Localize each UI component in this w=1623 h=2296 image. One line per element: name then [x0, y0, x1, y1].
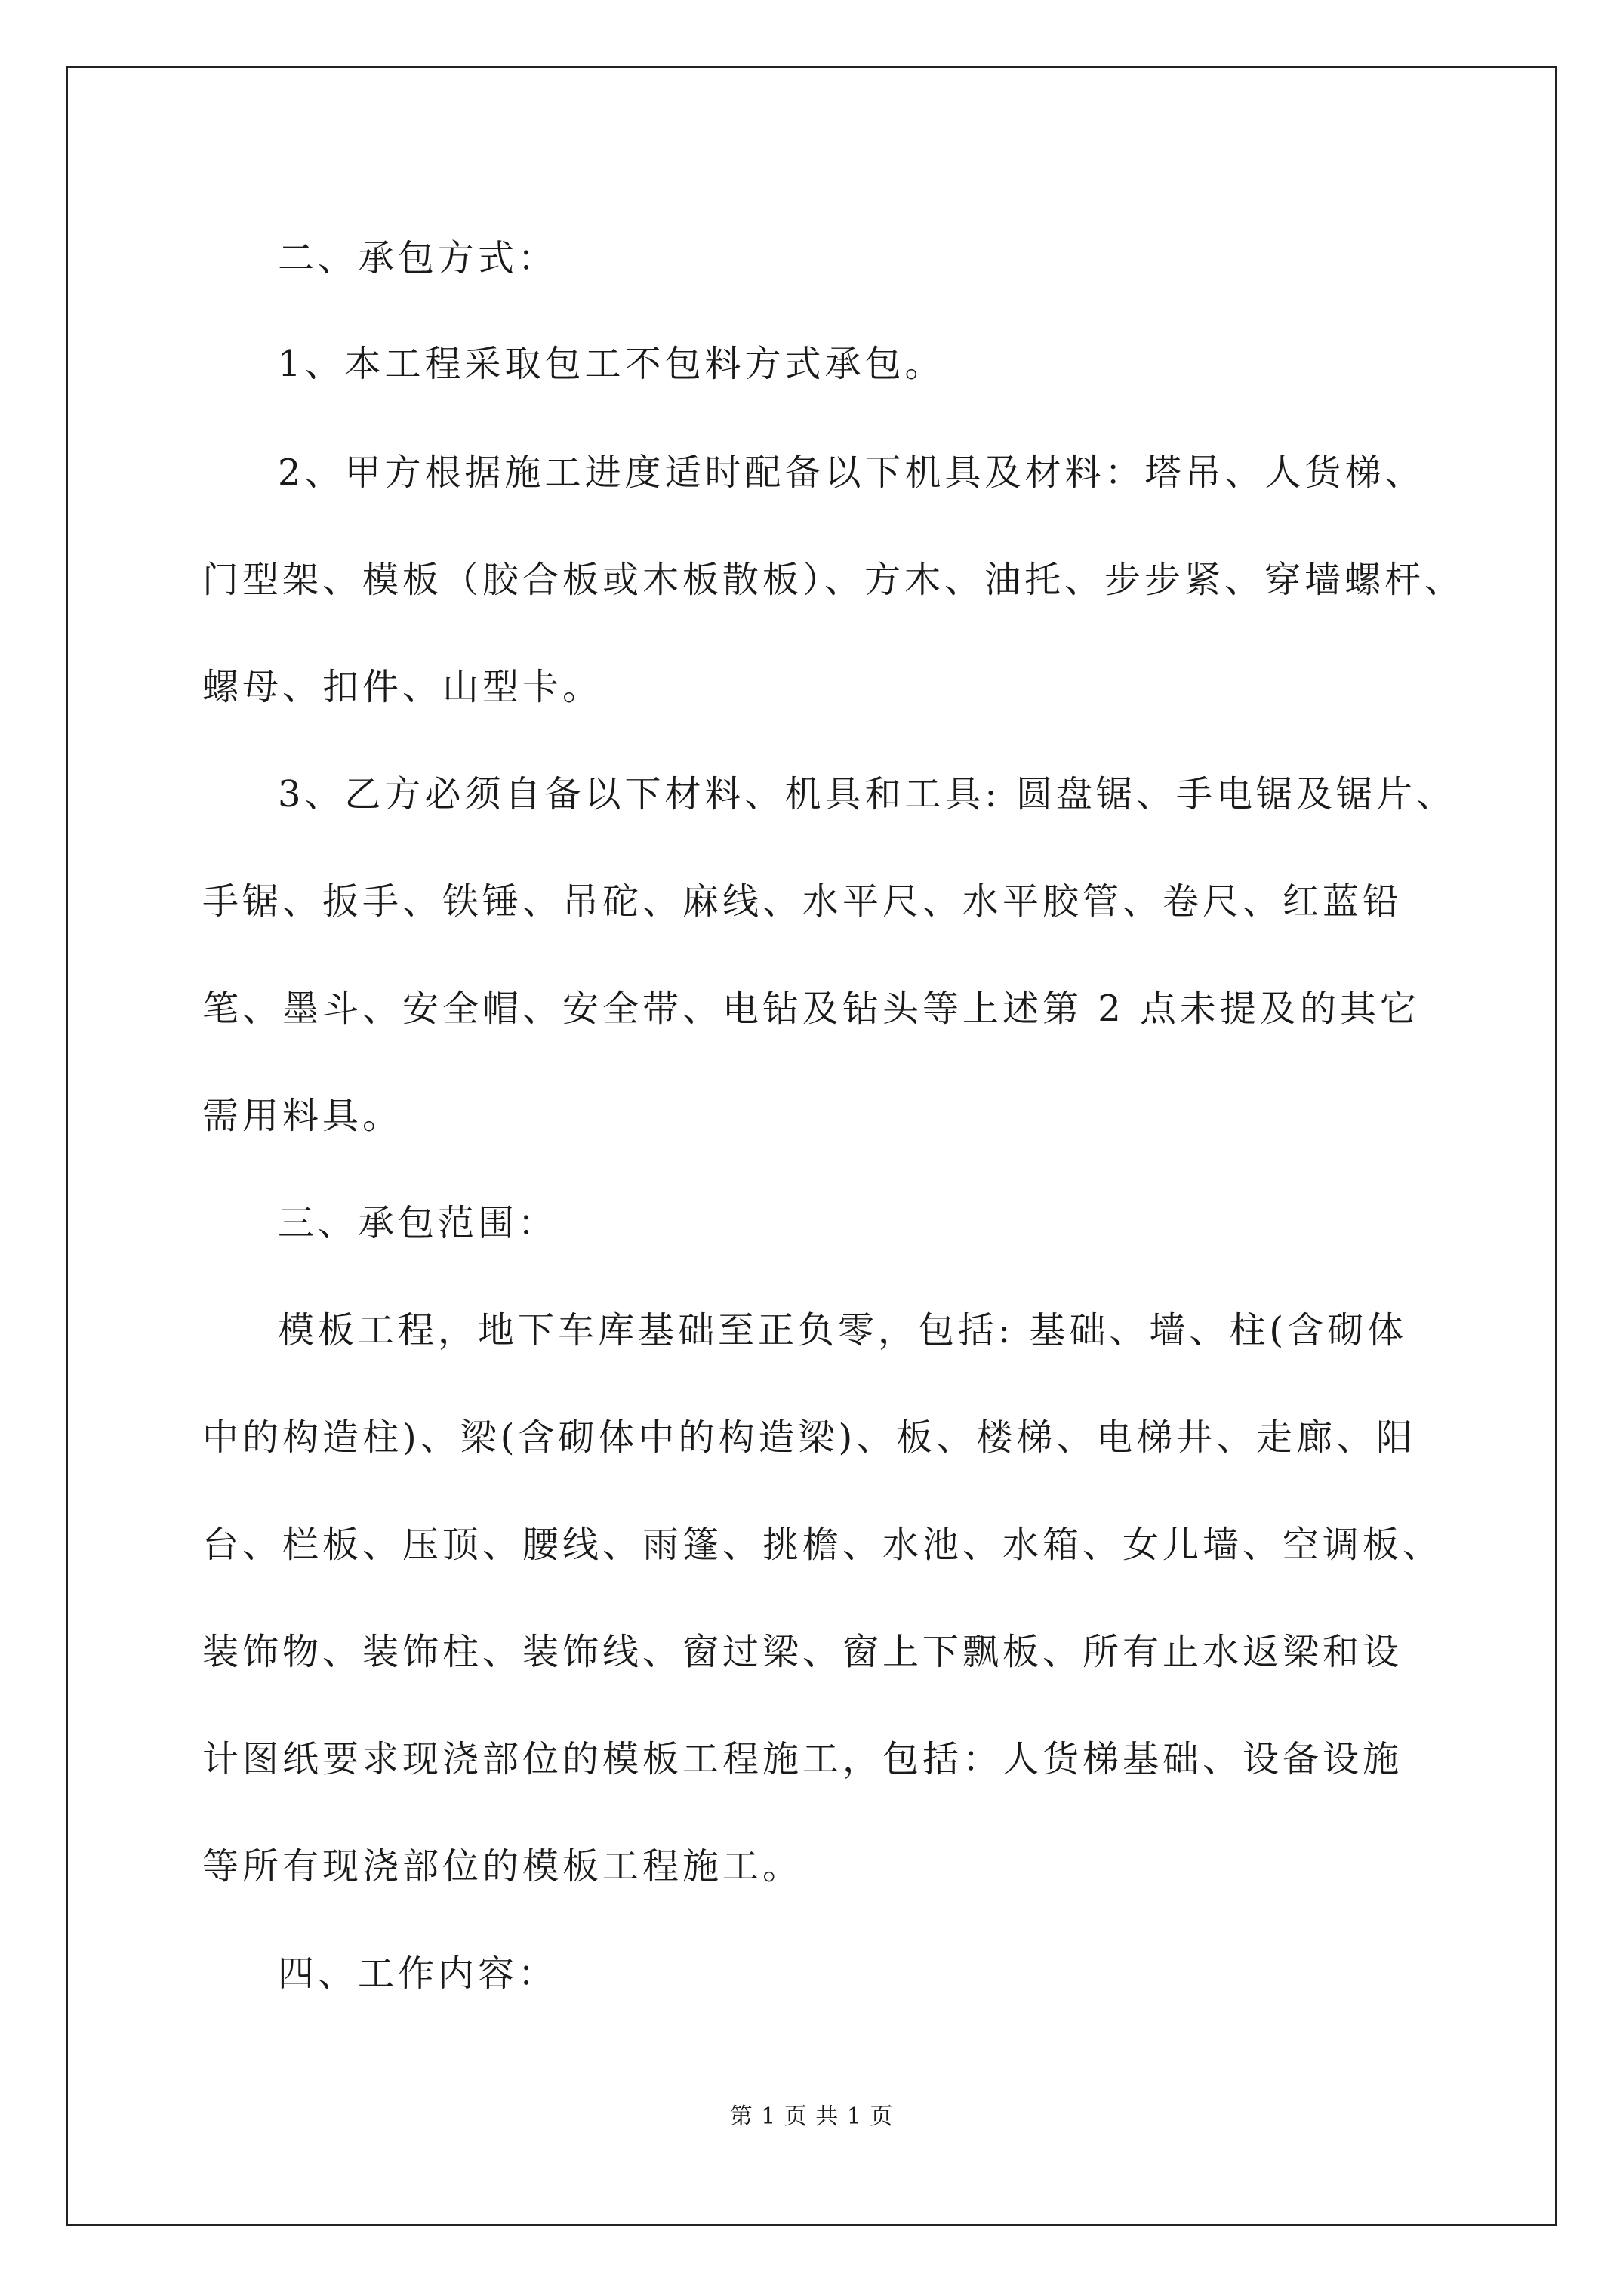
- section-heading: 二、承包方式：: [278, 237, 559, 279]
- section-heading: 四、工作内容：: [278, 1952, 559, 1995]
- paragraph-line: 螺母、扣件、山型卡。: [202, 666, 603, 708]
- paragraph-line: 3、乙方必须自备以下材料、机具和工具: 圆盘锯、手电锯及锯片、: [278, 773, 1456, 815]
- page-border: [66, 66, 1557, 2226]
- paragraph-line: 2、甲方根据施工进度适时配备以下机具及材料：塔吊、人货梯、: [278, 451, 1425, 494]
- paragraph-line: 等所有现浇部位的模板工程施工。: [202, 1845, 803, 1888]
- paragraph-line: 门型架、模板（胶合板或木板散板）、方木、油托、步步紧、穿墙螺杆、: [202, 559, 1465, 601]
- paragraph-line: 计图纸要求现浇部位的模板工程施工，包括：人货梯基础、设备设施: [202, 1738, 1403, 1780]
- paragraph-line: 笔、墨斗、安全帽、安全带、电钻及钻头等上述第 2 点未提及的其它: [202, 988, 1421, 1030]
- paragraph-line: 装饰物、装饰柱、装饰线、窗过梁、窗上下飘板、所有止水返梁和设: [202, 1631, 1403, 1673]
- section-heading: 三、承包范围：: [278, 1202, 559, 1244]
- paragraph-line: 手锯、扳手、铁锤、吊砣、麻线、水平尺、水平胶管、卷尺、红蓝铅: [202, 880, 1403, 923]
- paragraph-line: 模板工程，地下车库基础至正负零，包括: 基础、墙、柱(含砌体: [278, 1309, 1408, 1351]
- paragraph-line: 台、栏板、压顶、腰线、雨篷、挑檐、水池、水箱、女儿墙、空调板、: [202, 1524, 1443, 1566]
- page-number-footer: 第 1 页 共 1 页: [729, 2103, 894, 2130]
- paragraph-line: 1、本工程采取包工不包料方式承包。: [278, 343, 945, 385]
- paragraph-line: 需用料具。: [202, 1095, 403, 1137]
- paragraph-line: 中的构造柱)、梁(含砌体中的构造梁)、板、楼梯、电梯井、走廊、阳: [202, 1416, 1417, 1459]
